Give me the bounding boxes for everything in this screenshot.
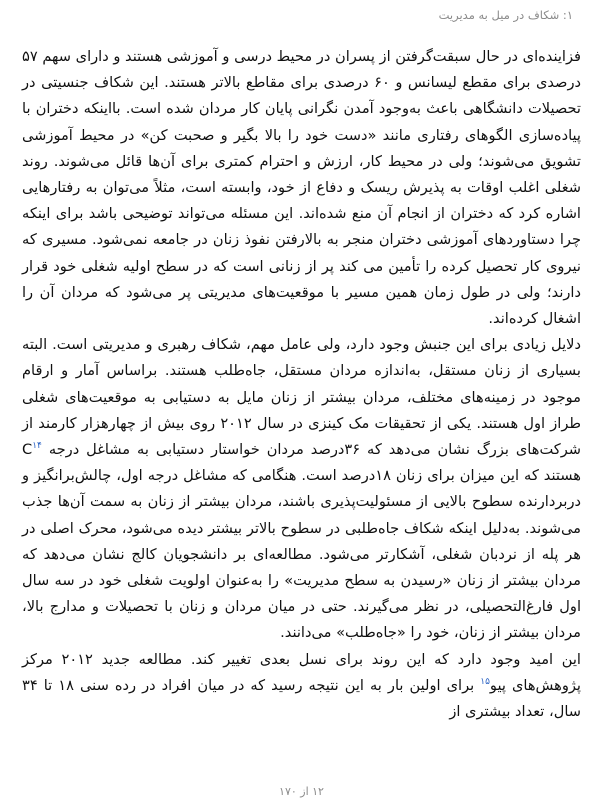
footnote-marker-15[interactable]: ۱۵ — [480, 677, 490, 688]
running-header: ۱: شکاف در میل به مدیریت — [438, 8, 573, 22]
paragraph-3 — [22, 647, 581, 726]
paragraph-2-text-start: دلایل زیادی برای این جنبش وجود دارد، ولی عامل مهم، شکاف رهبری و مدیریتی است. البته بسیاری از زنان مستقل، به‌اندازه مردان مستقل، جاه‌طلب هستند. براساس آمار و ارقام موجود در زمینه‌های مختلف، مردان بیشتر از زنان مایل به دستیابی به موقعیت‌های شغلی طراز اول هستند. یکی از تحقیقات مک کینزی در سال ۲۰۱۲ روی بیش از چهارهزار کارمند از شرکت‌های بزرگ نشان می‌دهد که ۳۶درصد مردان خواستار دستیابی به مشاغل درجه C — [22, 336, 581, 459]
page-indicator: ۱۲ از ۱۷۰ — [279, 785, 324, 798]
body-text — [22, 44, 581, 725]
paragraph-3-text-start: این امید وجود دارد که این روند برای نسل بعدی تغییر کند. مطالعه جدید ۲۰۱۲ مرکز پژوهش‌های پیو — [22, 650, 581, 694]
paragraph-2 — [22, 332, 581, 646]
footnote-marker-14[interactable]: ۱۴ — [32, 441, 42, 452]
paragraph-3-text-end: برای اولین بار به این نتیجه رسید که در میان افراد در رده سنی ۱۸ تا ۳۴ سال، تعداد بیشتری از — [22, 676, 581, 721]
paragraph-2-text-end: هستند که این میزان برای زنان ۱۸درصد است. هنگامی که مشاغل درجه اول، چالش‌برانگیز و دربردارنده سطوح بالایی از مسئولیت‌پذیری باشند، مردان بیشتر از زنان به سمت آن‌ها جذب می‌شوند. به‌دلیل اینکه شکاف جاه‌طلبی در سطوح بالاتر بیشتر دیده می‌شود، محرک اصلی در هر پله از نردبان شغلی، آشکارتر می‌شود. مطالعه‌ای بر دانشجویان کالج نشان می‌دهد که مردان بیشتر از زنان «رسیدن به سطح مدیریت» را به‌عنوان اولویت شغلی خود در سه سال اول فارغ‌التحصیلی، در نظر می‌گیرند. حتی در میان مردان و زنان با تحصیلات و مدارج بالا، مردان بیشتر از زنان، خود را «جاه‌طلب» می‌دانند. — [22, 467, 581, 642]
paragraph-1: فزاینده‌ای در حال سبقت‌گرفتن از پسران در محیط درسی و آموزشی هستند و دارای سهم ۵۷ درصدی برای مقطع لیسانس و ۶۰ درصدی برای مقاطع بالاتر هستند. این شکاف جنسیتی در تحصیلات دانشگاهی باعث به‌وجود آمدن نگرانی پایان کار مردان شده است. بااینکه دختران با پیاده‌سازی الگوهای رفتاری مانند «دست خود را بالا بگیر و صحبت کن» در محیط آموزشی تشویق می‌شوند؛ ولی در محیط کار، ارزش و احترام کمتری برای آن‌ها قائل می‌شوند. روند شغلی اغلب اوقات به پذیرش ریسک و دفاع از خود، وابسته است، مثلاً می‌توان به رفتارهایی اشاره کرد که دختران از انجام آن منع شده‌اند. این مسئله می‌تواند توضیحی باشد برای اینکه چرا دستاوردهای آموزشی دختران منجر به بالارفتن نفوذ زنان در جامعه نمی‌شود. مسیری که نیروی کار تحصیل کرده را تأمین می کند پر از زنانی است که در سطح اولیه شغلی خود قرار دارند؛ ولی در طول زمان همین مسیر با موقعیت‌های مدیریتی پر می‌شود که مردان آن را اشغال کرده‌اند. — [22, 48, 581, 328]
